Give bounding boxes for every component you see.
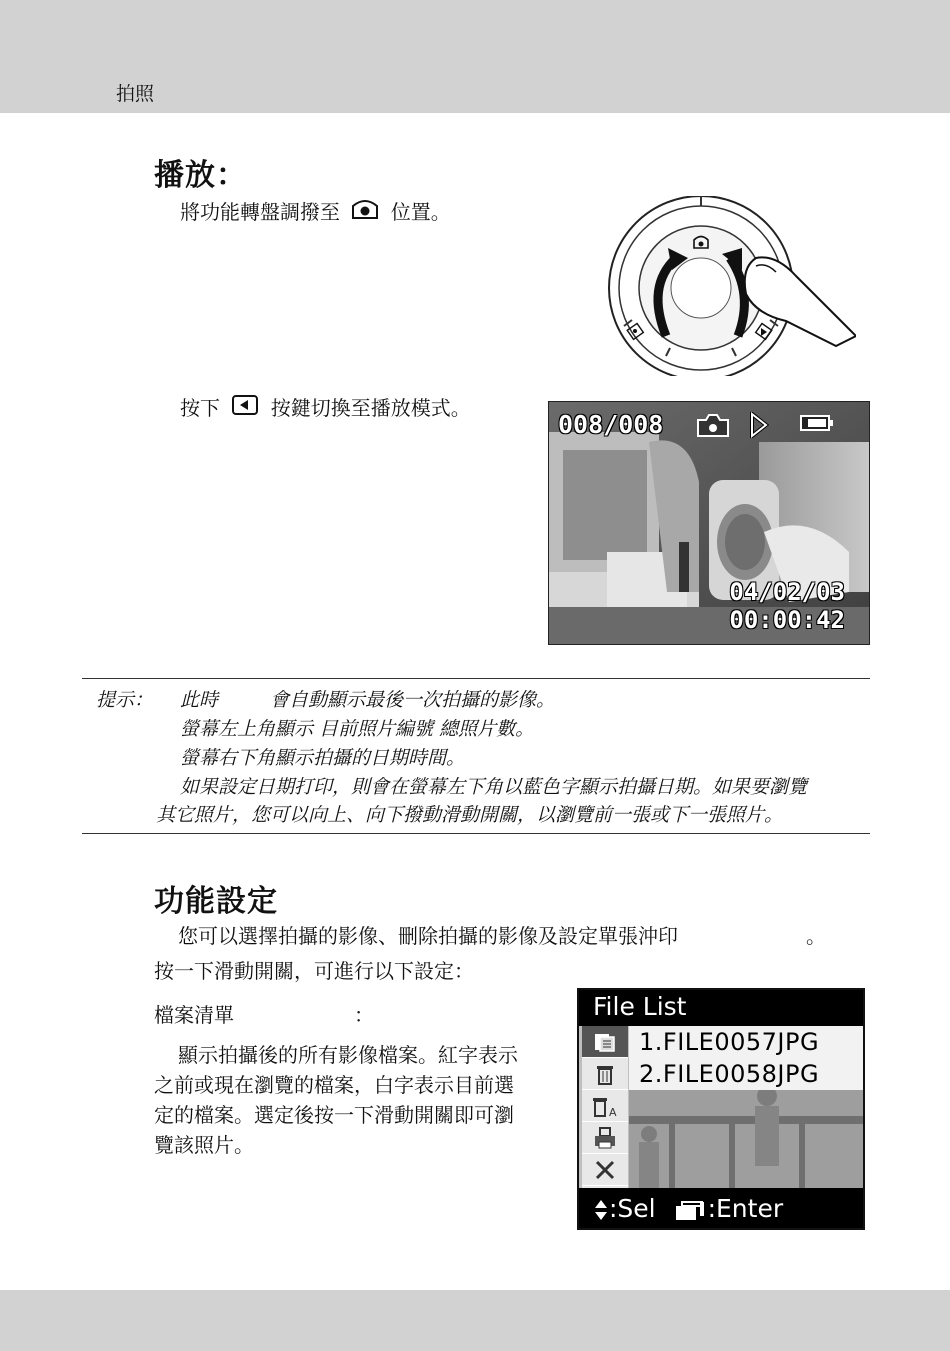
- tip-line-5: 其它照片，您可以向上、向下撥動滑動開關，以瀏覽前一張或下一張照片。: [156, 804, 784, 826]
- photo-time: 00:00:42: [729, 606, 845, 634]
- file-list-title: File List: [579, 990, 863, 1024]
- file-list-side-menu[interactable]: [582, 1026, 628, 1188]
- file-list-menu-icon[interactable]: [582, 1026, 628, 1058]
- tip-line-4: 如果設定日期打印，則會在螢幕左下角以藍色字顯示拍攝日期。如果要瀏覽: [180, 776, 808, 798]
- step1-text-after: 位置。: [390, 200, 451, 224]
- file-list-subheading: 檔案清單: [154, 1003, 234, 1027]
- playback-screen: [548, 401, 870, 645]
- tip-line-2: 螢幕左上角顯示 目前照片編號 總照片數。: [180, 718, 535, 740]
- tip-line-1a: 此時: [180, 689, 219, 711]
- file-list-body: [579, 1026, 863, 1188]
- step2-text-after: 按鍵切換至播放模式。: [270, 396, 471, 420]
- step1-text-before: 將功能轉盤調撥至: [180, 200, 340, 224]
- file-list-desc-3: 定的檔案。選定後按一下滑動開關即可瀏: [154, 1103, 514, 1127]
- file-list-desc-1: 顯示拍攝後的所有影像檔案。紅字表示: [178, 1043, 518, 1067]
- photo-counter: 008/008: [558, 410, 664, 439]
- playback-step-1: [180, 197, 451, 230]
- file-list-desc-2: 之前或現在瀏覽的檔案，白字表示目前選: [154, 1073, 514, 1097]
- file-list-screen: [577, 988, 865, 1230]
- tip-label: 提示：: [96, 689, 154, 711]
- playback-heading: 播放：: [154, 158, 247, 193]
- file-list-desc-4: 覽該照片。: [154, 1133, 254, 1157]
- playback-button-icon: [231, 394, 259, 425]
- section-label: 拍照: [116, 83, 155, 105]
- delete-menu-icon[interactable]: [582, 1058, 628, 1090]
- mode-dial-illustration: [606, 196, 856, 376]
- function-intro-1-end: 。: [806, 924, 826, 948]
- battery-icon: [800, 414, 834, 432]
- delete-all-menu-icon[interactable]: [582, 1090, 628, 1122]
- tip-rule-top: [82, 678, 870, 679]
- function-intro-1: 您可以選擇拍攝的影像、刪除拍攝的影像及設定單張沖印: [178, 924, 678, 948]
- file-list-item-2[interactable]: 2.FILE0058JPG: [639, 1060, 820, 1088]
- file-list-item-1[interactable]: 1.FILE0057JPG: [639, 1028, 820, 1056]
- file-list-footer: [579, 1190, 863, 1228]
- function-settings-heading: 功能設定: [154, 884, 278, 919]
- tip-line-3: 螢幕右下角顯示拍攝的日期時間。: [180, 747, 466, 769]
- camera-icon: [696, 412, 730, 438]
- bottom-band: [0, 1290, 950, 1351]
- step2-text-before: 按下: [180, 396, 220, 420]
- photo-datetime: [729, 578, 845, 634]
- tip-rule-bottom: [82, 833, 870, 834]
- tip-line-1b: 會自動顯示最後一次拍攝的影像。: [270, 689, 556, 711]
- tip-line-1: [180, 685, 555, 712]
- enter-icon: [674, 1198, 708, 1222]
- exit-menu-icon[interactable]: [582, 1154, 628, 1186]
- function-intro-2: 按一下滑動開關，可進行以下設定：: [154, 959, 474, 983]
- playback-step-2: [180, 393, 471, 425]
- up-down-arrow-icon: [593, 1198, 609, 1222]
- print-menu-icon[interactable]: [582, 1122, 628, 1154]
- footer-enter-label: :Enter: [707, 1194, 784, 1223]
- footer-sel-label: :Sel: [609, 1194, 656, 1223]
- camera-mode-icon: [351, 197, 379, 230]
- svg-text:A: A: [609, 1105, 617, 1118]
- photo-date: 04/02/03: [729, 578, 845, 606]
- play-mode-icon: [749, 412, 769, 438]
- file-list-subheading-colon: ：: [354, 1003, 374, 1027]
